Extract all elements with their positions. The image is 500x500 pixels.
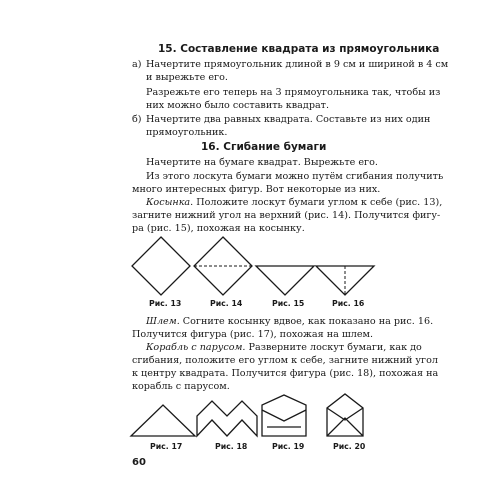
item-a-line1: Начертите прямоугольник длиной в 9 см и шириной в 4 см	[146, 59, 449, 70]
caption-fig-15: Рис. 15	[272, 299, 305, 308]
caption-fig-13: Рис. 13	[149, 299, 182, 308]
para-5-line1	[146, 341, 422, 354]
caption-fig-14: Рис. 14	[210, 299, 243, 308]
para-4-line2: Получится фигура (рис. 17), похожая на шлем.	[132, 329, 374, 340]
para-1: Начертите на бумаге квадрат. Вырежьте его.	[146, 157, 378, 168]
item-a-line4: них можно было составить квадрат.	[146, 100, 330, 111]
caption-fig-20: Рис. 20	[333, 442, 366, 451]
page-number: 60	[132, 457, 146, 468]
item-b-line2: прямоугольник.	[146, 127, 228, 138]
section-15-title: 15. Составление квадрата из прямоугольника	[158, 43, 440, 55]
para-5-line1-rest: Разверните лоскут бумаги, как до	[245, 342, 422, 353]
para-3-line2: загните нижний угол на верхний (рис. 14). Получится фигу-	[132, 210, 441, 221]
item-a-line2: и вырежьте его.	[146, 72, 228, 83]
caption-fig-16: Рис. 16	[332, 299, 365, 308]
figure-19-fold	[262, 410, 306, 421]
item-b-line1: Начертите два равных квадрата. Составьте из них один	[146, 114, 431, 125]
para-5-line2: сгибания, положите его углом к себе, загните нижний угол	[132, 355, 438, 366]
figure-13-diamond	[132, 237, 190, 295]
section-16-title: 16. Сгибание бумаги	[201, 141, 327, 153]
para-3-line3: ра (рис. 15), похожая на косынку.	[132, 223, 305, 234]
caption-fig-17: Рис. 17	[150, 442, 183, 451]
figure-15-triangle	[256, 266, 314, 295]
para-5-line3: к центру квадрата. Получится фигура (рис. 18), похожая на	[132, 368, 439, 379]
kosynka-term: Косынка.	[146, 197, 194, 208]
para-4-line1-rest: Согните косынку вдвое, как показано на рис. 16.	[179, 316, 434, 327]
caption-fig-18: Рис. 18	[215, 442, 248, 451]
figure-16-triangle	[316, 266, 374, 295]
para-5-line4: корабль с парусом.	[132, 381, 230, 392]
item-a-marker: а)	[132, 59, 142, 70]
figure-14-diamond	[194, 237, 252, 295]
item-b-marker: б)	[132, 114, 142, 125]
para-4-line1	[146, 315, 433, 328]
figure-18-outline	[197, 401, 257, 436]
korabl-term: Корабль с парусом.	[146, 342, 246, 353]
para-3-line1-rest: Положите лоскут бумаги углом к себе (рис. 13),	[193, 197, 443, 208]
caption-fig-19: Рис. 19	[272, 442, 305, 451]
para-2-line2: много интересных фигур. Вот некоторые из них.	[132, 184, 381, 195]
figure-17-triangle	[131, 405, 195, 436]
shlem-term: Шлем.	[146, 316, 180, 327]
figure-19-outline	[262, 395, 306, 436]
para-2-line1: Из этого лоскута бумаги можно путём сгибания получить	[146, 171, 444, 182]
item-a-line3: Разрежьте его теперь на 3 прямоугольника так, чтобы из	[146, 87, 441, 98]
